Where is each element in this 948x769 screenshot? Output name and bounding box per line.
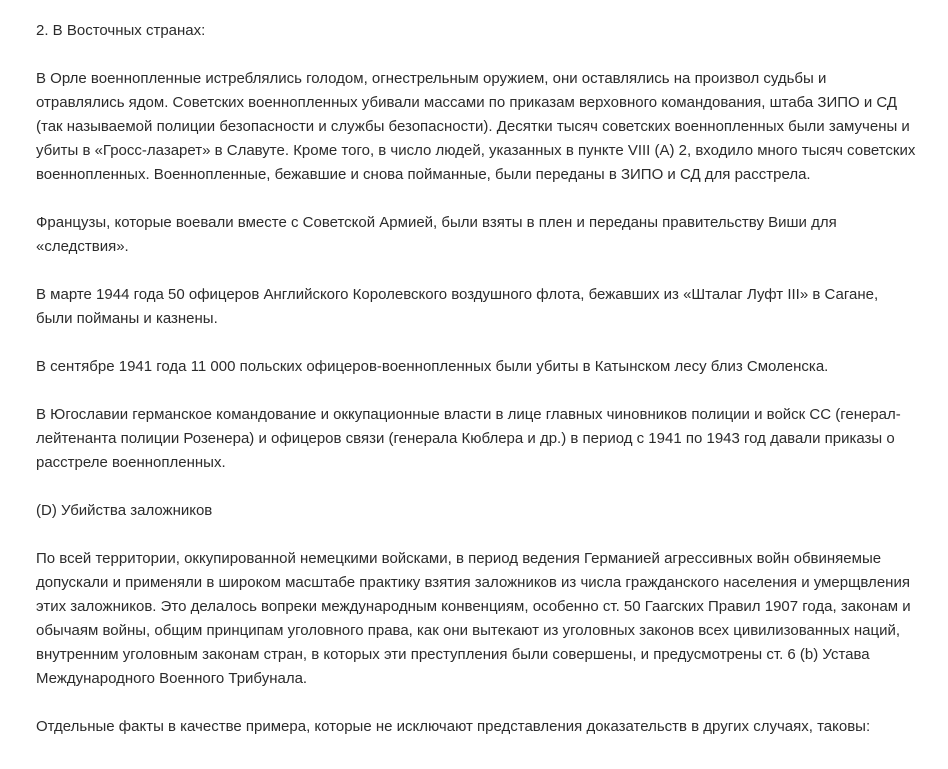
- paragraph-examples: Отдельные факты в качестве примера, которые не исключают представления доказательств в других случаях, таковы:: [36, 718, 871, 735]
- paragraph-yugoslavia: В Югославии германское командование и оккупационные власти в лице главных чиновников полиции и войск СС (генерал-лейтенанта полиции Розенера) и офицеров связи (генерала Кюблера и др.) в период с 1941 по 1943 год давали приказы о расстреле военнопленных.: [36, 406, 901, 471]
- paragraph-orel: В Орле военнопленные истреблялись голодом, огнестрельным оружием, они оставлялись на произвол судьбы и отравлялись ядом. Советских военнопленных убивали массами по приказам верховного командования, штаба ЗИПО и СД (так называемой полиции безопасности и службы безопасности). Десятки тысяч советских военнопленных были замучены и убиты в «Гросс-лазарет» в Славуте. Кроме того, в число людей, указанных в пункте VIII (А) 2, входило много тысяч советских военнопленных. Военнопленные, бежавшие и снова пойманные, были переданы в ЗИПО и СД для расстрела.: [36, 70, 916, 183]
- document-body: [36, 19, 916, 763]
- paragraph-hostages-heading: (D) Убийства заложников: [36, 502, 213, 519]
- paragraph-section-heading: 2. В Восточных странах:: [36, 22, 206, 39]
- paragraph-raf-officers: В марте 1944 года 50 офицеров Английского Королевского воздушного флота, бежавших из «Шталаг Луфт III» в Сагане, были пойманы и казнены.: [36, 286, 879, 327]
- paragraph-french: Французы, которые воевали вместе с Советской Армией, были взяты в плен и переданы правительству Виши для «следствия».: [36, 214, 837, 255]
- paragraph-katyn: В сентябре 1941 года 11 000 польских офицеров-военнопленных были убиты в Катынском лесу близ Смоленска.: [36, 358, 829, 375]
- paragraph-hostages: По всей территории, оккупированной немецкими войсками, в период ведения Германией агрессивных войн обвиняемые допускали и применяли в широком масштабе практику взятия заложников из числа гражданского населения и умерщвления этих заложников. Это делалось вопреки международным конвенциям, особенно ст. 50 Гаагских Правил 1907 года, законам и обычаям войны, общим принципам уголовного права, как они вытекают из уголовных законов всех цивилизованных наций, внутренним уголовным законам стран, в которых эти преступления были совершены, и предусмотрены ст. 6 (b) Устава Международного Военного Трибунала.: [36, 550, 911, 687]
